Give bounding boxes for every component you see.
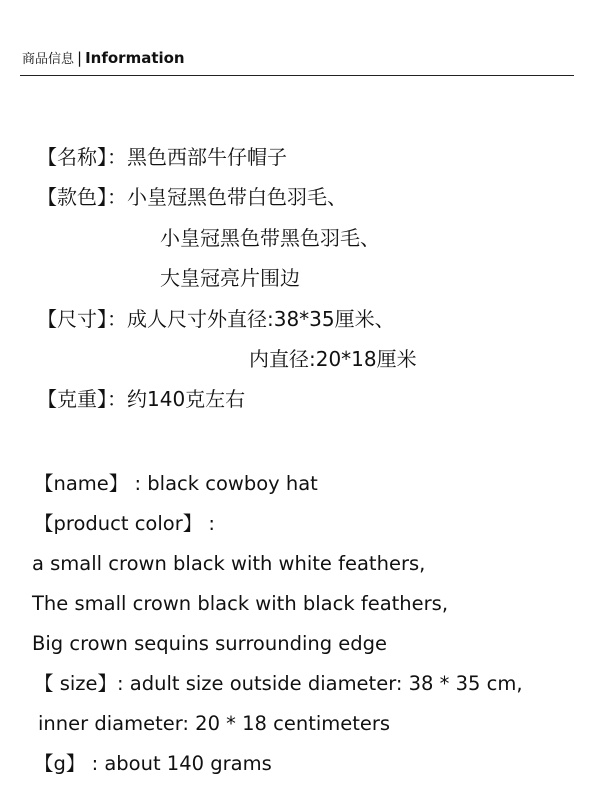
cn-color-line-3: 大皇冠亮片围边 [160, 266, 300, 290]
en-color-line-2: The small crown black with black feathers, [32, 592, 449, 615]
header-title-cn: 商品信息 [22, 52, 75, 67]
section-header [22, 48, 185, 70]
en-color-label: 【product color】 : [34, 512, 215, 535]
header-separator: | [77, 49, 83, 67]
cn-size-line-1: 【尺寸】：成人尺寸外直径:38*35厘米、 [37, 307, 395, 331]
header-divider [20, 75, 574, 76]
en-size-line-1: 【 size】: adult size outside diameter: 38 * 35 cm, [34, 672, 523, 695]
cn-weight-line: 【克重】：约140克左右 [37, 387, 246, 411]
header-title-en: Information [85, 49, 185, 67]
en-name-line: 【name】 : black cowboy hat [34, 472, 318, 495]
en-weight-line: 【g】 : about 140 grams [34, 752, 272, 775]
en-size-line-2: inner diameter: 20 * 18 centimeters [38, 712, 391, 735]
cn-name-line: 【名称】：黑色西部牛仔帽子 [37, 145, 287, 169]
en-color-line-3: Big crown sequins surrounding edge [32, 632, 388, 655]
cn-size-line-2: 内直径:20*18厘米 [249, 347, 417, 371]
en-color-line-1: a small crown black with white feathers, [32, 552, 426, 575]
cn-color-line-1: 【款色】：小皇冠黑色带白色羽毛、 [37, 185, 347, 209]
cn-color-line-2: 小皇冠黑色带黑色羽毛、 [160, 226, 380, 250]
